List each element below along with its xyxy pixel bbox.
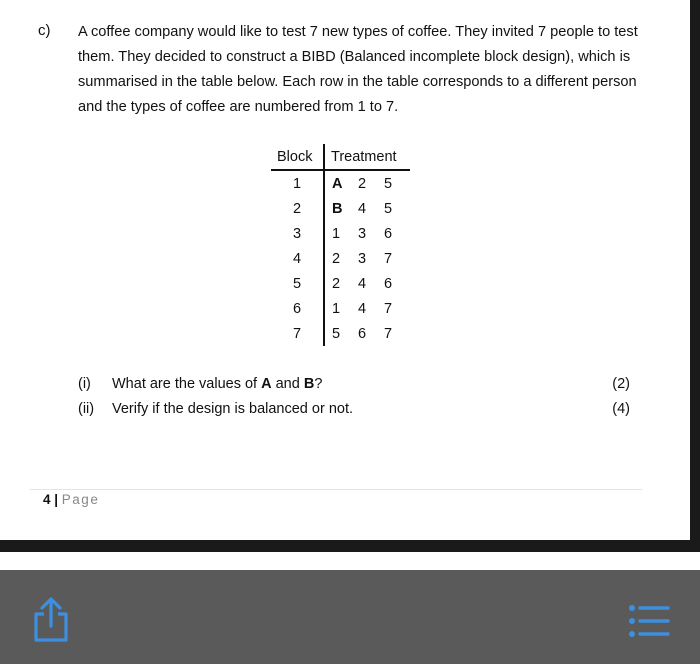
treatment-value: 1 (332, 300, 341, 317)
toolbar-gap (0, 552, 700, 570)
page-number: 4 (43, 492, 51, 507)
treatment-value: 6 (384, 225, 393, 242)
variable-b: B (303, 376, 315, 392)
subquestion-ii-number: (ii) (78, 401, 95, 417)
subquestion-i-marks: (2) (612, 376, 630, 392)
block-number: 4 (271, 246, 324, 271)
page-label: Page (61, 492, 100, 507)
treatment-cell (324, 196, 410, 221)
treatment-value: 5 (332, 325, 341, 342)
share-icon (28, 596, 74, 644)
block-number: 7 (271, 321, 324, 346)
page-separator: | (50, 492, 62, 507)
treatment-value: 4 (358, 275, 367, 292)
block-number: 2 (271, 196, 324, 221)
subquestion-i-text (112, 376, 322, 392)
treatment-value: 7 (384, 250, 393, 267)
treatment-value: 2 (332, 250, 341, 267)
block-number: 6 (271, 296, 324, 321)
table-row (271, 170, 410, 196)
treatment-value: 2 (332, 275, 341, 292)
menu-button[interactable] (626, 600, 672, 642)
question-line: them. They decided to construct a BIBD (Balanced incomplete block design), which is (78, 49, 631, 65)
table-row (271, 296, 410, 321)
subquestion-i-text-part: What are the values of (112, 376, 262, 392)
treatment-value: 1 (332, 225, 341, 242)
header-block: Block (271, 144, 324, 170)
page-footer (43, 492, 99, 507)
share-button[interactable] (28, 596, 74, 644)
question-label: c) (38, 22, 51, 39)
treatment-value: B (332, 200, 343, 217)
bibd-table (271, 144, 410, 346)
treatment-value: 7 (384, 300, 393, 317)
subquestion-ii-marks: (4) (612, 401, 630, 417)
subquestion-ii-text: Verify if the design is balanced or not. (112, 401, 354, 417)
treatment-value: 5 (384, 200, 393, 217)
treatment-value: 5 (384, 175, 393, 192)
treatment-value: 6 (358, 325, 367, 342)
page-edge (690, 0, 700, 552)
treatment-value: 6 (384, 275, 393, 292)
question-text (78, 20, 658, 120)
treatment-cell (324, 170, 410, 196)
page-bottom-edge (0, 540, 700, 552)
question-line: summarised in the table below. Each row in the table corresponds to a different person (78, 74, 637, 90)
table-row (271, 246, 410, 271)
table-row (271, 196, 410, 221)
treatment-cell (324, 221, 410, 246)
treatment-value: 7 (384, 325, 393, 342)
treatment-value: 3 (358, 250, 367, 267)
treatment-value: 2 (358, 175, 367, 192)
treatment-cell (324, 321, 410, 346)
treatment-cell (324, 246, 410, 271)
block-number: 3 (271, 221, 324, 246)
table-row (271, 321, 410, 346)
subquestion-i-number: (i) (78, 376, 91, 392)
table-row (271, 271, 410, 296)
question-line: and the types of coffee are numbered from 1 to 7. (78, 99, 399, 115)
table-row (271, 221, 410, 246)
header-treatment: Treatment (324, 144, 410, 170)
footer-divider (30, 489, 642, 490)
treatment-value: 3 (358, 225, 367, 242)
subquestion-i-text-part: and (271, 376, 304, 392)
treatment-cell (324, 271, 410, 296)
question-line: A coffee company would like to test 7 new types of coffee. They invited 7 people to test (78, 24, 638, 40)
treatment-value: A (332, 175, 343, 192)
subquestion-i-text-part: ? (314, 376, 323, 392)
treatment-cell (324, 296, 410, 321)
block-number: 1 (271, 170, 324, 196)
list-menu-icon (626, 600, 672, 642)
treatment-value: 4 (358, 200, 367, 217)
variable-a: A (261, 376, 272, 392)
treatment-value: 4 (358, 300, 367, 317)
block-number: 5 (271, 271, 324, 296)
